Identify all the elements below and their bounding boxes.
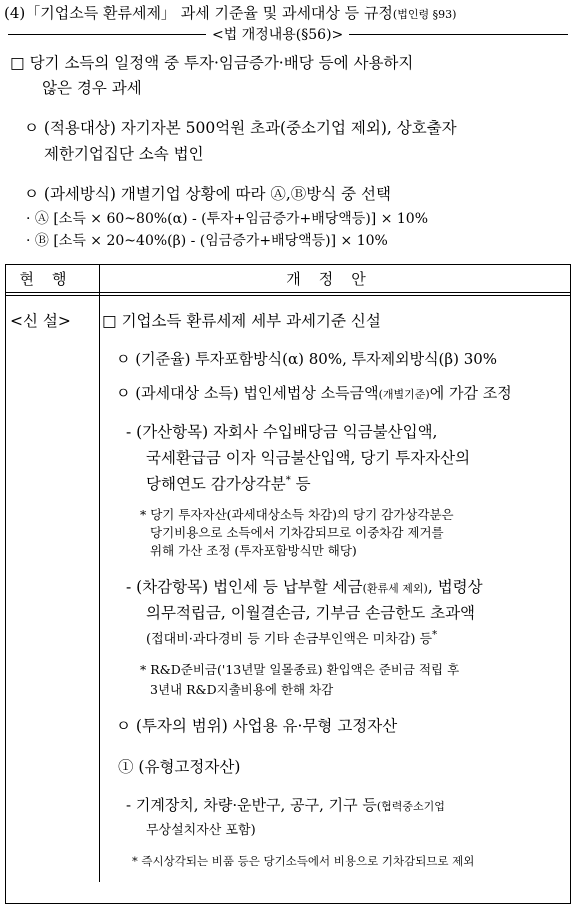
row-7-a: - (차감항목) 법인세 등 납부할 세금 — [126, 578, 363, 596]
note-5: 3년내 R&D지출비용에 한해 차감 — [150, 682, 334, 697]
row-6 — [146, 472, 311, 494]
section-title — [4, 2, 456, 23]
current-cell: <신 설> — [10, 312, 71, 330]
row-12-a: - 기계장치, 차량·운반구, 공구, 기구 등 — [126, 796, 377, 814]
row-11: ① (유형고정자산) — [118, 758, 241, 776]
row-3-a: ㅇ (과세대상 소득) 법인세법상 소득금액 — [116, 384, 379, 402]
row-9-a: (접대비·과다경비 등 기타 손금부인액은 미차감) 등 — [146, 632, 433, 647]
column-divider — [99, 264, 100, 882]
row-6-b: 등 — [290, 475, 311, 493]
row-13: 무상설치자산 포함) — [146, 823, 256, 838]
row-7-c: , 법령상 — [427, 578, 483, 596]
row-9 — [146, 628, 437, 647]
header-new: 개정안 — [286, 270, 384, 288]
footnote-star-1: * — [285, 474, 291, 486]
title-main: (4)「기업소득 환류세제」 과세 기준율 및 과세대상 등 규정 — [4, 4, 393, 22]
note-4: * R&D준비금('13년말 일몰종료) 환입액은 준비금 적립 후 — [140, 662, 460, 677]
header-current: 현행 — [19, 270, 85, 288]
row-3-b: (개별기준) — [378, 388, 430, 401]
box-line-2: 않은 경우 과세 — [42, 79, 142, 97]
row-12-b: (협력중소기업 — [376, 800, 445, 813]
box-line-5: ㅇ (과세방식) 개별기업 상황에 따라 Ⓐ,Ⓑ방식 중 선택 — [24, 185, 391, 203]
row-12 — [126, 794, 445, 815]
note-1: * 당기 투자자산(과세대상소득 차감)의 당기 감가상각분은 — [140, 507, 454, 522]
box-line-7: · Ⓑ [소득 × 20~40%(β) - (임금증가+배당액등)] × 10% — [26, 233, 388, 249]
row-3-c: 에 가감 조정 — [429, 384, 512, 402]
note-2: 당기비용으로 소득에서 기차감되므로 이중차감 제거를 — [150, 525, 444, 540]
row-4: - (가산항목) 자회사 수입배당금 익금불산입액, — [126, 423, 438, 441]
row-8: 의무적립금, 이월결손금, 기부금 손금한도 초과액 — [146, 604, 476, 622]
note-6: * 즉시상각되는 비품 등은 당기소득에서 비용으로 기차감되므로 제외 — [132, 854, 475, 868]
box-line-6: · Ⓐ [소득 × 60~80%(α) - (투자+임금증가+배당액등)] × 10% — [26, 211, 428, 227]
title-ref: (법인령 §93) — [392, 8, 457, 21]
row-5: 국세환급금 이자 익금불산입액, 당기 투자자산의 — [146, 449, 471, 467]
row-2: ㅇ (기준율) 투자포함방식(α) 80%, 투자제외방식(β) 30% — [116, 350, 498, 368]
box-line-1: □ 당기 소득의 일정액 중 투자·임금증가·배당 등에 사용하지 — [10, 54, 414, 72]
row-7 — [126, 575, 483, 597]
row-7-b: (환류세 제외) — [362, 582, 428, 595]
row-10: ㅇ (투자의 범위) 사업용 유·무형 고정자산 — [116, 717, 398, 735]
note-3: 위해 가산 조정 (투자포함방식만 해당) — [150, 543, 357, 558]
row-6-a: 당해연도 감가상각분 — [146, 475, 286, 493]
box-line-4: 제한기업집단 소속 법인 — [44, 145, 204, 163]
row-1: □ 기업소득 환류세제 세부 과세기준 신설 — [102, 312, 381, 330]
footnote-star-2: * — [432, 629, 438, 641]
box-line-3: ㅇ (적용대상) 자기자본 500억원 초과(중소기업 제외), 상호출자 — [24, 119, 457, 137]
row-3 — [116, 382, 512, 403]
header-rule-2 — [5, 295, 571, 296]
box-label: <법 개정내용(§56)> — [206, 24, 349, 44]
header-rule-1 — [5, 292, 571, 293]
